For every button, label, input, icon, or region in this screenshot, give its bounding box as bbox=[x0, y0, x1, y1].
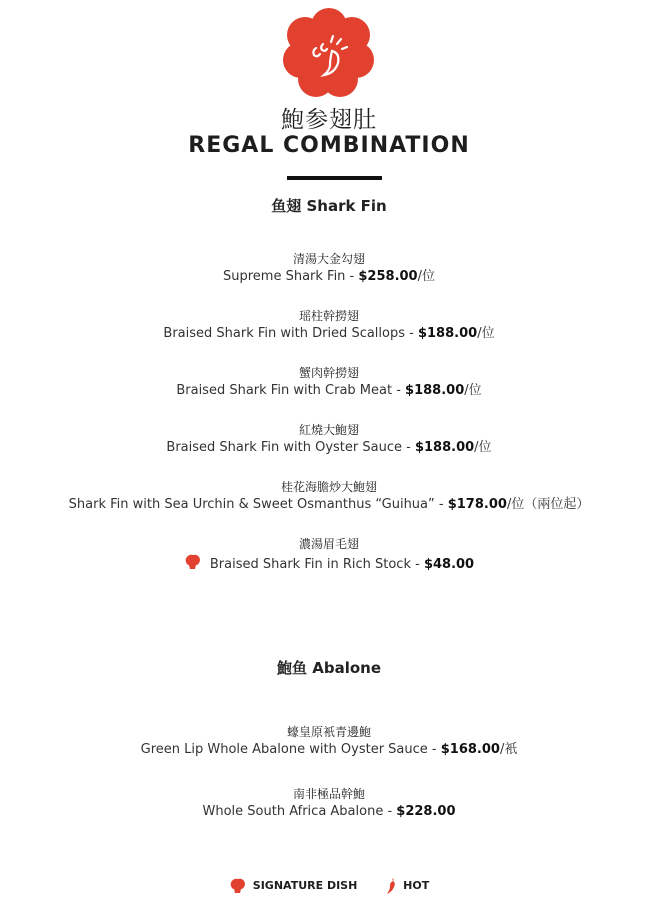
signature-dish-icon bbox=[184, 553, 202, 571]
section-title-shark-fin: 鱼翅 Shark Fin bbox=[271, 197, 387, 215]
legend bbox=[0, 877, 658, 895]
item-description bbox=[0, 803, 658, 821]
menu-item bbox=[0, 251, 658, 286]
item-price: $188.00 bbox=[417, 326, 478, 341]
legend-signature bbox=[229, 877, 358, 895]
item-name-chinese: 濃湯眉毛翅 bbox=[298, 537, 359, 551]
item-description bbox=[0, 268, 658, 286]
item-price: $178.00 bbox=[447, 497, 507, 512]
item-unit: /位（兩位起） bbox=[506, 497, 590, 512]
item-price: $48.00 bbox=[423, 557, 475, 572]
item-description bbox=[0, 496, 658, 514]
item-unit: /位 bbox=[477, 326, 495, 341]
item-name-chinese: 蟹肉幹撈翅 bbox=[298, 366, 359, 380]
menu-item bbox=[0, 479, 658, 514]
item-name: Braised Shark Fin with Crab Meat - bbox=[176, 383, 406, 398]
item-name: Green Lip Whole Abalone with Oyster Sauce - bbox=[140, 742, 441, 757]
page-title-chinese: 鮑参翅肚 bbox=[281, 107, 377, 133]
signature-dish-icon bbox=[229, 877, 247, 895]
menu-item bbox=[0, 786, 658, 821]
item-unit: /位 bbox=[417, 269, 435, 284]
item-price: $258.00 bbox=[358, 269, 418, 284]
item-name: Braised Shark Fin in Rich Stock - bbox=[209, 557, 424, 572]
menu-item bbox=[0, 724, 658, 759]
item-description bbox=[0, 382, 658, 400]
restaurant-logo-icon bbox=[282, 6, 376, 98]
item-name-chinese: 蠔皇原衹青邊鮑 bbox=[286, 725, 371, 739]
item-price: $228.00 bbox=[396, 804, 456, 819]
menu-item bbox=[0, 536, 658, 574]
title-divider bbox=[287, 176, 382, 180]
menu-item bbox=[0, 365, 658, 400]
item-name: Braised Shark Fin with Oyster Sauce - bbox=[166, 440, 415, 455]
item-name: Whole South Africa Abalone - bbox=[202, 804, 397, 819]
item-description bbox=[0, 741, 658, 759]
item-unit: /衹 bbox=[499, 742, 518, 757]
item-price: $188.00 bbox=[405, 383, 465, 398]
item-price: $168.00 bbox=[440, 742, 500, 757]
legend-hot-label: HOT bbox=[403, 879, 430, 892]
chili-icon bbox=[385, 877, 397, 895]
item-name-chinese: 桂花海膽炒大鮑翅 bbox=[280, 480, 377, 494]
menu-item bbox=[0, 308, 658, 343]
item-unit: /位 bbox=[474, 440, 492, 455]
item-description bbox=[0, 439, 658, 457]
item-description bbox=[0, 553, 658, 574]
item-name: Supreme Shark Fin - bbox=[222, 269, 359, 284]
item-name: Braised Shark Fin with Dried Scallops - bbox=[163, 326, 418, 341]
legend-hot bbox=[385, 877, 429, 895]
item-price: $188.00 bbox=[414, 440, 475, 455]
item-description bbox=[0, 325, 658, 343]
item-unit: /位 bbox=[464, 383, 482, 398]
item-name-chinese: 清湯大金勾翅 bbox=[292, 252, 365, 266]
item-name-chinese: 紅燒大鮑翅 bbox=[298, 423, 359, 437]
page-title: REGAL COMBINATION bbox=[188, 133, 470, 158]
menu-item bbox=[0, 422, 658, 457]
item-name-chinese: 瑶柱幹撈翅 bbox=[298, 309, 359, 323]
section-title-abalone: 鮑鱼 Abalone bbox=[277, 659, 381, 677]
item-name-chinese: 南非極品幹鮑 bbox=[292, 787, 365, 801]
item-name: Shark Fin with Sea Urchin & Sweet Osmanthus “Guihua” - bbox=[68, 497, 448, 512]
legend-signature-label: SIGNATURE DISH bbox=[252, 879, 358, 892]
